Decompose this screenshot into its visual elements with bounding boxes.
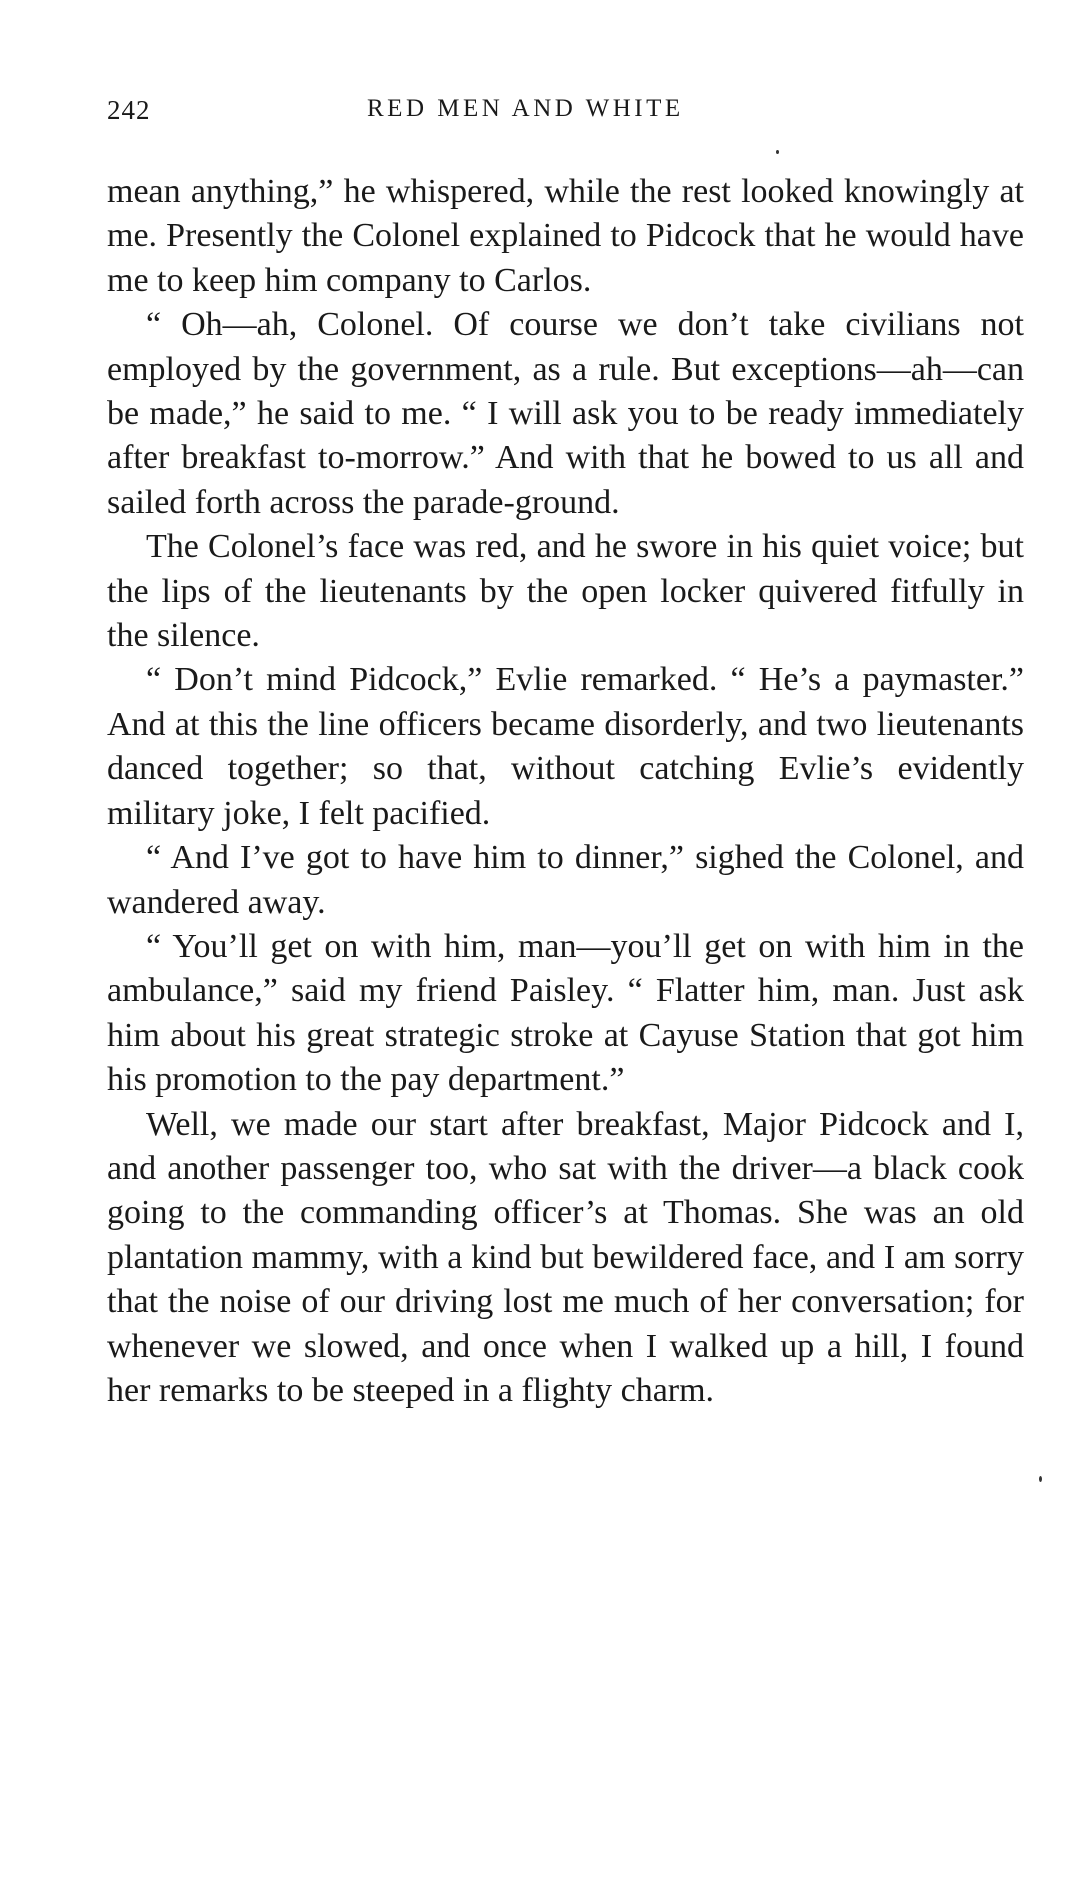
paragraph-1: mean anything,” he whispered, while the rest looked knowingly at me. Presently the Colonel explained to Pidcock that he would have me to keep him company to Carlos.: [107, 173, 1024, 299]
paragraph-3: The Colonel’s face was red, and he swore in his quiet voice; but the lips of the lieutenants by the open locker quivered fitfully in the silence.: [107, 528, 1024, 655]
ink-speck: [776, 150, 779, 154]
page-number: 242: [107, 95, 151, 125]
paragraph-7: Well, we made our start after breakfast, Major Pidcock and I, and another passenger too, who sat with the driver—a black cook going to the commanding officer’s at Thomas. She was an old plantation mammy, with a kind but bewildered face, and I am sorry that the noise of our driving lost me much of her conversation; for whenever we slowed, and once when I walked up a hill, I found her remarks to be steeped in a flighty charm.: [107, 1105, 1024, 1409]
running-head: [107, 95, 1024, 135]
ink-speck: [1039, 1476, 1042, 1482]
paragraph-5: “ And I’ve got to have him to dinner,” sighed the Colonel, and wandered away.: [107, 839, 1024, 921]
paragraph-4: “ Don’t mind Pidcock,” Evlie remarked. “ He’s a paymaster.” And at this the line officers became disorderly, and two lieutenants danced together; so that, without catching Evlie’s evidently military joke, I felt pacified.: [107, 661, 1024, 832]
paragraph-6: “ You’ll get on with him, man—you’ll get on with him in the ambulance,” said my friend Paisley. “ Flatter him, man. Just ask him about his great strategic stroke at Cayuse Station that got him his promotion to the pay department.”: [107, 927, 1024, 1099]
body-text: [107, 170, 1024, 1413]
running-title: RED MEN AND WHITE: [367, 95, 684, 122]
paragraph-2: “ Oh—ah, Colonel. Of course we don’t take civilians not employed by the government, as a rule. But exceptions—ah—can be made,” he said to me. “ I will ask you to be ready immediately after breakfast to-morrow.” And with that he bowed to us all and sailed forth across the parade-ground.: [107, 306, 1024, 521]
